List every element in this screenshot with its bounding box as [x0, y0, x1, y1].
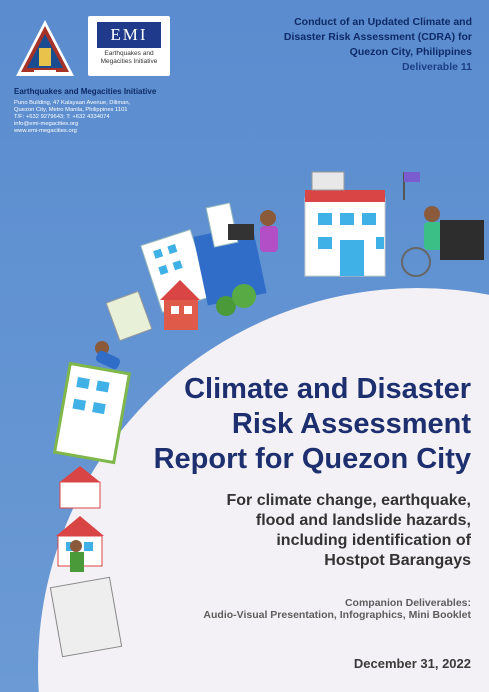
report-subtitle: [111, 491, 471, 571]
companion-deliverables: [111, 597, 471, 621]
person-running-illustration: [95, 341, 122, 371]
wheelchair-person-illustration: [402, 206, 484, 276]
deliverable-label: Deliverable 11: [401, 61, 472, 73]
report-subtitle-line: Hostpot Barangays: [324, 552, 471, 569]
address-line: Quezon City, Metro Manila, Philippines 1101: [14, 107, 128, 113]
email-line: info@emi-megacities.org: [14, 121, 79, 127]
project-title-line: Disaster Risk Assessment (CDRA) for: [283, 31, 472, 43]
billboard-illustration: [312, 172, 344, 190]
report-date: December 31, 2022: [353, 656, 471, 671]
emi-logo-mark: EMI: [97, 22, 161, 48]
project-title-line: Conduct of an Updated Climate and: [294, 16, 472, 28]
address-line: Puno Building, 47 Kalayaan Avenue, Diliman,: [14, 100, 131, 106]
companion-items: Audio-Visual Presentation, Infographics, Mini Booklet: [203, 609, 471, 621]
project-title-line: Quezon City, Philippines: [349, 46, 472, 58]
organization-name: Earthquakes and Megacities Initiative: [14, 87, 157, 96]
website-line: www.emi-megacities.org: [14, 128, 77, 134]
report-title: [91, 372, 471, 477]
report-subtitle-line: including identification of: [276, 532, 471, 549]
emi-logo-caption: Earthquakes and Megacities Initiative: [100, 50, 158, 65]
report-title-line: Risk Assessment: [231, 408, 471, 440]
report-subtitle-line: flood and landslide hazards,: [255, 512, 471, 529]
tree-illustration: [232, 284, 256, 308]
report-subtitle-line: For climate change, earthquake,: [226, 492, 471, 509]
companion-heading: Companion Deliverables:: [344, 597, 471, 609]
map-illustration: [106, 291, 152, 340]
report-title-line: Report for Quezon City: [153, 443, 471, 475]
phone-line: T/F: +632 9279643; T: +632 4334074: [14, 114, 110, 120]
report-title-line: Climate and Disaster: [184, 373, 471, 405]
